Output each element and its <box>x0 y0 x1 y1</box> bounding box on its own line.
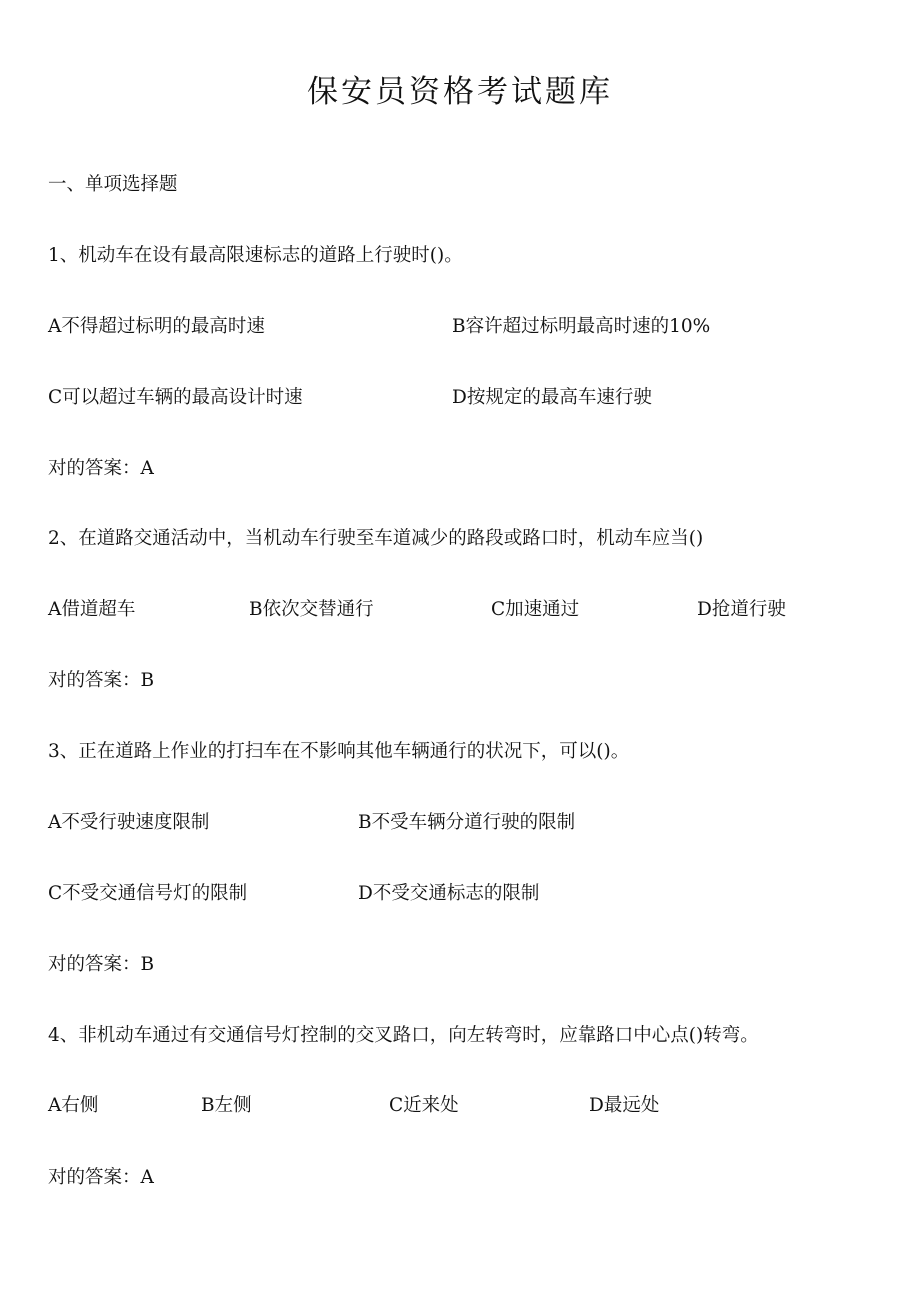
question-2-option-b: B依次交替通行 <box>249 599 374 620</box>
question-4-option-b: B左侧 <box>201 1095 252 1116</box>
question-1-option-d: D按规定的最高车速行驶 <box>452 387 652 408</box>
section-heading: 一、单项选择题 <box>48 174 178 195</box>
question-2-option-d: D抢道行驶 <box>697 599 786 620</box>
question-4-option-a: A右侧 <box>48 1095 99 1116</box>
question-4-option-d: D最远处 <box>589 1095 660 1116</box>
question-2-answer: 对的答案：B <box>48 670 155 691</box>
question-3-option-c: C不受交通信号灯的限制 <box>48 883 248 904</box>
question-3-option-d: D不受交通标志的限制 <box>358 883 540 904</box>
question-1-text: 1、机动车在设有最高限速标志的道路上行驶时()。 <box>48 245 463 266</box>
question-4-option-c: C近来处 <box>389 1095 459 1116</box>
document-title: 保安员资格考试题库 <box>307 74 613 110</box>
question-2-option-a: A借道超车 <box>48 599 136 620</box>
question-3-answer: 对的答案：B <box>48 954 155 975</box>
question-1-option-c: C可以超过车辆的最高设计时速 <box>48 387 303 408</box>
question-4-text: 4、非机动车通过有交通信号灯控制的交叉路口，向左转弯时，应靠路口中心点()转弯。 <box>48 1025 759 1046</box>
question-1-option-b: B容许超过标明最高时速的10% <box>452 316 711 337</box>
question-1-option-a: A不得超过标明的最高时速 <box>48 316 265 337</box>
question-3-text: 3、正在道路上作业的打扫车在不影响其他车辆通行的状况下，可以()。 <box>48 741 630 762</box>
question-2-option-c: C加速通过 <box>491 599 580 620</box>
question-2-text: 2、在道路交通活动中，当机动车行驶至车道减少的路段或路口时，机动车应当() <box>48 528 704 549</box>
question-3-option-a: A不受行驶速度限制 <box>48 812 210 833</box>
question-1-answer: 对的答案：A <box>48 458 154 479</box>
question-4-answer: 对的答案：A <box>48 1167 154 1188</box>
question-3-option-b: B不受车辆分道行驶的限制 <box>358 812 576 833</box>
